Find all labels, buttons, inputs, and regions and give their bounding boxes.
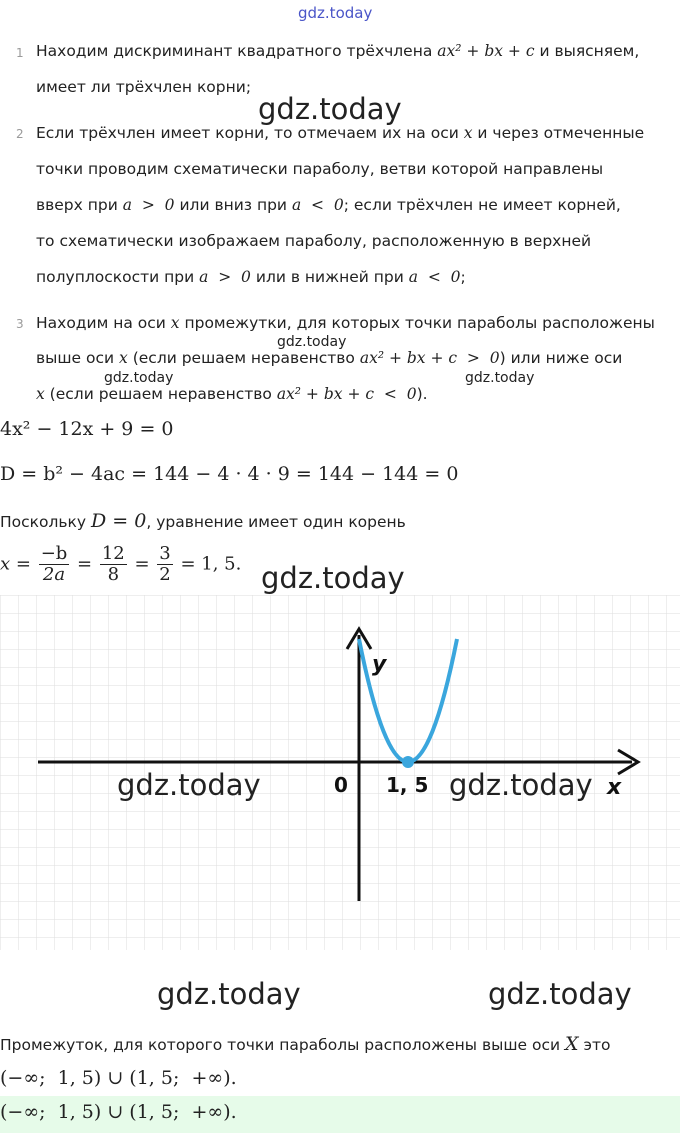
since-line: Поскольку D = 0, уравнение имеет один корень <box>0 510 406 532</box>
fraction-1: $\frac{-b}{2a}$ <box>40 544 68 585</box>
watermark: gdz.today <box>104 370 174 386</box>
site-logo[interactable]: gdz.today <box>298 4 373 22</box>
origin-label: 0 <box>334 773 348 797</box>
step-3-line-3: x (если решаем неравенство ax² + bx + c < 0). <box>36 385 428 403</box>
y-axis-label: y <box>372 652 387 677</box>
watermark: gdz.today <box>488 977 632 1011</box>
step-3-line-1: Находим на оси x промежутки, для которых точки параболы расположены <box>36 314 655 332</box>
fraction-2: $\frac{12}{8}$ <box>101 544 125 585</box>
conclusion-interval: (−∞; 1, 5) ∪ (1, 5; +∞). <box>0 1067 237 1089</box>
watermark: gdz.today <box>157 977 301 1011</box>
watermark: gdz.today <box>449 768 593 802</box>
step-2-line-1: Если трёхчлен имеет корни, то отмечаем их на оси x и через отмеченные <box>36 124 645 142</box>
watermark: gdz.today <box>261 561 405 595</box>
equation-root: x = $\frac{-b}{2a}$ = $\frac{12}{8}$ = $\frac{3}{2}$ = 1, 5. <box>0 544 242 585</box>
step-number-2: 2 <box>16 127 24 141</box>
x-axis-label: x <box>607 775 622 800</box>
watermark: gdz.today <box>277 334 347 350</box>
equation-discriminant: D = b² − 4ac = 144 − 4 · 4 · 9 = 144 − 144 = 0 <box>0 463 459 485</box>
answer-box <box>0 1096 680 1133</box>
step-2-line-4: то схематически изображаем параболу, расположенную в верхней <box>36 232 592 250</box>
step-3-line-2: выше оси x (если решаем неравенство ax² + bx + c > 0) или ниже оси <box>36 349 623 367</box>
step-2-line-2: точки проводим схематически параболу, ветви которой направлены <box>36 160 604 178</box>
step-2-line-3: вверх при a > 0 или вниз при a < 0; если трёхчлен не имеет корней, <box>36 196 621 214</box>
step-2-line-5: полуплоскости при a > 0 или в нижней при a < 0; <box>36 268 466 286</box>
watermark: gdz.today <box>117 768 261 802</box>
step-1-line-1: Находим дискриминант квадратного трёхчлена ax² + bx + c и выясняем, <box>36 42 640 60</box>
page-header <box>0 0 680 30</box>
step-number-1: 1 <box>16 46 24 60</box>
equation-quadratic: 4x² − 12x + 9 = 0 <box>0 418 174 440</box>
vertex-point <box>402 756 414 768</box>
watermark: gdz.today <box>465 370 535 386</box>
step-number-3: 3 <box>16 317 24 331</box>
answer-interval: (−∞; 1, 5) ∪ (1, 5; +∞). <box>0 1101 237 1123</box>
conclusion-text: Промежуток, для которого точки параболы расположены выше оси X это <box>0 1033 611 1055</box>
watermark: gdz.today <box>258 92 402 126</box>
step-1-line-2: имеет ли трёхчлен корни; <box>36 78 252 96</box>
fraction-3: $\frac{3}{2}$ <box>159 544 171 585</box>
root-label: 1, 5 <box>386 773 429 797</box>
